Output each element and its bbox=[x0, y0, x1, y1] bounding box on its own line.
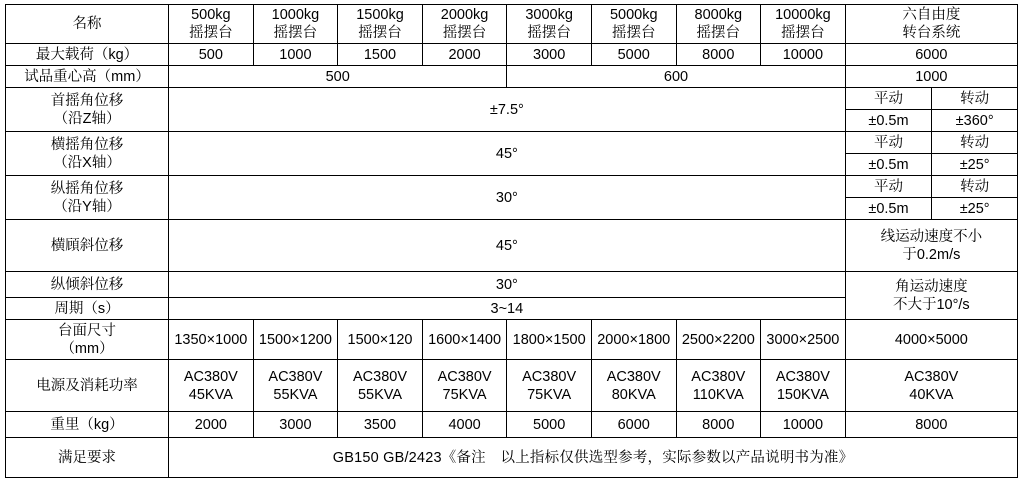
header-model-8-line1: 10000kg bbox=[775, 7, 831, 23]
table-size-3: 1500×120 bbox=[338, 320, 423, 360]
header-model-5-line2: 摇摆台 bbox=[527, 25, 571, 42]
max-load-2: 1000 bbox=[253, 44, 338, 66]
max-load-7: 8000 bbox=[676, 44, 761, 66]
max-load-4: 2000 bbox=[422, 44, 507, 66]
row-long-tilt bbox=[6, 272, 1018, 298]
row-roll-head bbox=[6, 132, 1018, 154]
power-4-line1: AC380V bbox=[437, 368, 492, 385]
header-model-5-line1: 3000kg bbox=[525, 7, 573, 23]
pitch-side-val-1: ±0.5m bbox=[845, 198, 932, 220]
row-label-period: 周期（s） bbox=[6, 298, 169, 320]
roll-side-head-1: 平动 bbox=[845, 132, 932, 154]
header-model-1-line2: 摇摆台 bbox=[189, 25, 233, 42]
cg-height-right: 600 bbox=[507, 66, 845, 88]
header-model-4-line2: 摇摆台 bbox=[442, 25, 487, 42]
row-weight bbox=[6, 412, 1018, 438]
header-model-1-line1: 500kg bbox=[191, 7, 231, 23]
weight-1: 2000 bbox=[169, 412, 254, 438]
weight-2: 3000 bbox=[253, 412, 338, 438]
roll-side-val-2: ±25° bbox=[932, 154, 1018, 176]
yaw-side-head-1: 平动 bbox=[845, 88, 932, 110]
specification-table bbox=[5, 4, 1018, 478]
row-label-roll-line1: 横摇角位移 bbox=[50, 136, 124, 153]
power-last bbox=[845, 360, 1017, 412]
max-load-6: 5000 bbox=[591, 44, 676, 66]
power-8 bbox=[761, 360, 846, 412]
power-3-line2: 55KVA bbox=[357, 386, 403, 403]
max-load-1: 500 bbox=[169, 44, 254, 66]
table-size-8: 3000×2500 bbox=[761, 320, 846, 360]
yaw-side-val-2: ±360° bbox=[932, 110, 1018, 132]
header-model-last-line2: 转台系统 bbox=[902, 25, 961, 42]
period-value: 3~14 bbox=[169, 298, 846, 320]
table-size-last: 4000×5000 bbox=[845, 320, 1017, 360]
power-last-line1: AC380V bbox=[904, 368, 959, 385]
row-label-table-size bbox=[6, 320, 169, 360]
power-5-line1: AC380V bbox=[522, 368, 577, 385]
power-2-line2: 55KVA bbox=[273, 386, 318, 403]
power-5-line2: 75KVA bbox=[527, 386, 572, 403]
table-size-5: 1800×1500 bbox=[507, 320, 592, 360]
header-model-6 bbox=[591, 5, 676, 44]
power-1-line2: 45KVA bbox=[188, 386, 233, 403]
requirement-value: GB150 GB/2423《备注 以上指标仅供选型参考，实际参数以产品说明书为准》 bbox=[169, 438, 1018, 478]
power-2-line1: AC380V bbox=[268, 368, 323, 385]
max-load-8: 10000 bbox=[761, 44, 846, 66]
lateral-tilt-note-line2: 于0.2m/s bbox=[902, 246, 961, 263]
lateral-tilt-note bbox=[845, 220, 1017, 272]
long-tilt-note-line2: 不大于10°/s bbox=[892, 296, 970, 313]
weight-5: 5000 bbox=[507, 412, 592, 438]
power-2 bbox=[253, 360, 338, 412]
row-label-yaw-line2: （沿Z轴） bbox=[53, 110, 121, 127]
header-model-2 bbox=[253, 5, 338, 44]
pitch-side-val-2: ±25° bbox=[932, 198, 1018, 220]
row-requirement bbox=[6, 438, 1018, 478]
header-model-7 bbox=[676, 5, 761, 44]
power-last-line2: 40KVA bbox=[909, 386, 954, 403]
power-3 bbox=[338, 360, 423, 412]
row-max-load bbox=[6, 44, 1018, 66]
table-size-2: 1500×1200 bbox=[253, 320, 338, 360]
long-tilt-value: 30° bbox=[169, 272, 846, 298]
power-6 bbox=[591, 360, 676, 412]
header-model-last-line1: 六自由度 bbox=[902, 7, 961, 23]
weight-3: 3500 bbox=[338, 412, 423, 438]
row-yaw-head bbox=[6, 88, 1018, 110]
row-label-pitch-line2: （沿Y轴） bbox=[53, 198, 121, 215]
power-1-line1: AC380V bbox=[183, 368, 238, 385]
power-5 bbox=[507, 360, 592, 412]
cg-height-left: 500 bbox=[169, 66, 507, 88]
header-model-1 bbox=[169, 5, 254, 44]
row-label-roll bbox=[6, 132, 169, 176]
lateral-tilt-value: 45° bbox=[169, 220, 846, 272]
row-label-weight: 重里（kg） bbox=[6, 412, 169, 438]
header-model-6-line1: 5000kg bbox=[609, 7, 658, 23]
row-power bbox=[6, 360, 1018, 412]
table-size-7: 2500×2200 bbox=[676, 320, 761, 360]
row-label-long-tilt: 纵倾斜位移 bbox=[6, 272, 169, 298]
power-7-line1: AC380V bbox=[691, 368, 746, 385]
weight-last: 8000 bbox=[845, 412, 1017, 438]
row-label-requirement: 满足要求 bbox=[6, 438, 169, 478]
max-load-5: 3000 bbox=[507, 44, 592, 66]
power-8-line1: AC380V bbox=[775, 368, 830, 385]
row-pitch-head bbox=[6, 176, 1018, 198]
yaw-side-val-1: ±0.5m bbox=[845, 110, 932, 132]
power-7-line2: 110KVA bbox=[692, 386, 744, 403]
row-label-pitch-line1: 纵摇角位移 bbox=[50, 180, 124, 197]
power-6-line2: 80KVA bbox=[611, 386, 656, 403]
row-cg-height bbox=[6, 66, 1018, 88]
table-header-row bbox=[6, 5, 1018, 44]
row-label-max-load: 最大载荷（kg） bbox=[6, 44, 169, 66]
header-model-2-line2: 摇摆台 bbox=[273, 25, 318, 42]
header-model-8-line2: 摇摆台 bbox=[781, 25, 825, 42]
lateral-tilt-note-line1: 线运动速度不小 bbox=[880, 228, 983, 245]
weight-7: 8000 bbox=[676, 412, 761, 438]
table-size-1: 1350×1000 bbox=[169, 320, 254, 360]
header-model-4-line1: 2000kg bbox=[440, 7, 489, 23]
long-tilt-note bbox=[845, 272, 1017, 320]
pitch-side-head-1: 平动 bbox=[845, 176, 932, 198]
pitch-value: 30° bbox=[169, 176, 846, 220]
power-4 bbox=[422, 360, 507, 412]
row-lateral-tilt bbox=[6, 220, 1018, 272]
yaw-side-head-2: 转动 bbox=[932, 88, 1018, 110]
header-model-7-line1: 8000kg bbox=[694, 7, 743, 23]
roll-side-head-2: 转动 bbox=[932, 132, 1018, 154]
power-7 bbox=[676, 360, 761, 412]
header-model-7-line2: 摇摆台 bbox=[696, 25, 741, 42]
row-label-roll-line2: （沿X轴） bbox=[53, 154, 121, 171]
long-tilt-note-line1: 角运动速度 bbox=[895, 278, 968, 295]
roll-side-val-1: ±0.5m bbox=[845, 154, 932, 176]
weight-4: 4000 bbox=[422, 412, 507, 438]
header-model-4 bbox=[422, 5, 507, 44]
cg-height-last: 1000 bbox=[845, 66, 1017, 88]
row-label-table-size-line1: 台面尺寸 bbox=[58, 322, 117, 339]
row-label-lateral-tilt: 横頋斜位移 bbox=[6, 220, 169, 272]
pitch-side-head-2: 转动 bbox=[932, 176, 1018, 198]
power-4-line2: 75KVA bbox=[442, 386, 487, 403]
header-model-2-line1: 1000kg bbox=[271, 7, 320, 23]
row-label-power: 电源及消耗功率 bbox=[6, 360, 169, 412]
header-model-8 bbox=[761, 5, 846, 44]
yaw-value: ±7.5° bbox=[169, 88, 846, 132]
weight-8: 10000 bbox=[761, 412, 846, 438]
header-name-cell: 名称 bbox=[6, 5, 169, 44]
header-model-3-line1: 1500kg bbox=[356, 7, 404, 23]
power-6-line1: AC380V bbox=[606, 368, 661, 385]
power-1 bbox=[169, 360, 254, 412]
row-label-cg-height: 试品重心高（mm） bbox=[6, 66, 169, 88]
header-model-5 bbox=[507, 5, 592, 44]
row-label-yaw-line1: 首摇角位移 bbox=[50, 92, 124, 109]
row-label-table-size-line2: （mm） bbox=[60, 340, 114, 357]
weight-6: 6000 bbox=[591, 412, 676, 438]
table-size-4: 1600×1400 bbox=[422, 320, 507, 360]
row-table-size bbox=[6, 320, 1018, 360]
table-size-6: 2000×1800 bbox=[591, 320, 676, 360]
header-model-3 bbox=[338, 5, 423, 44]
header-model-last bbox=[845, 5, 1017, 44]
max-load-last: 6000 bbox=[845, 44, 1017, 66]
roll-value: 45° bbox=[169, 132, 846, 176]
header-model-6-line2: 摇摆台 bbox=[611, 25, 656, 42]
power-3-line1: AC380V bbox=[352, 368, 407, 385]
row-label-pitch bbox=[6, 176, 169, 220]
row-label-yaw bbox=[6, 88, 169, 132]
header-model-3-line2: 摇摆台 bbox=[358, 25, 402, 42]
max-load-3: 1500 bbox=[338, 44, 423, 66]
power-8-line2: 150KVA bbox=[776, 386, 829, 403]
